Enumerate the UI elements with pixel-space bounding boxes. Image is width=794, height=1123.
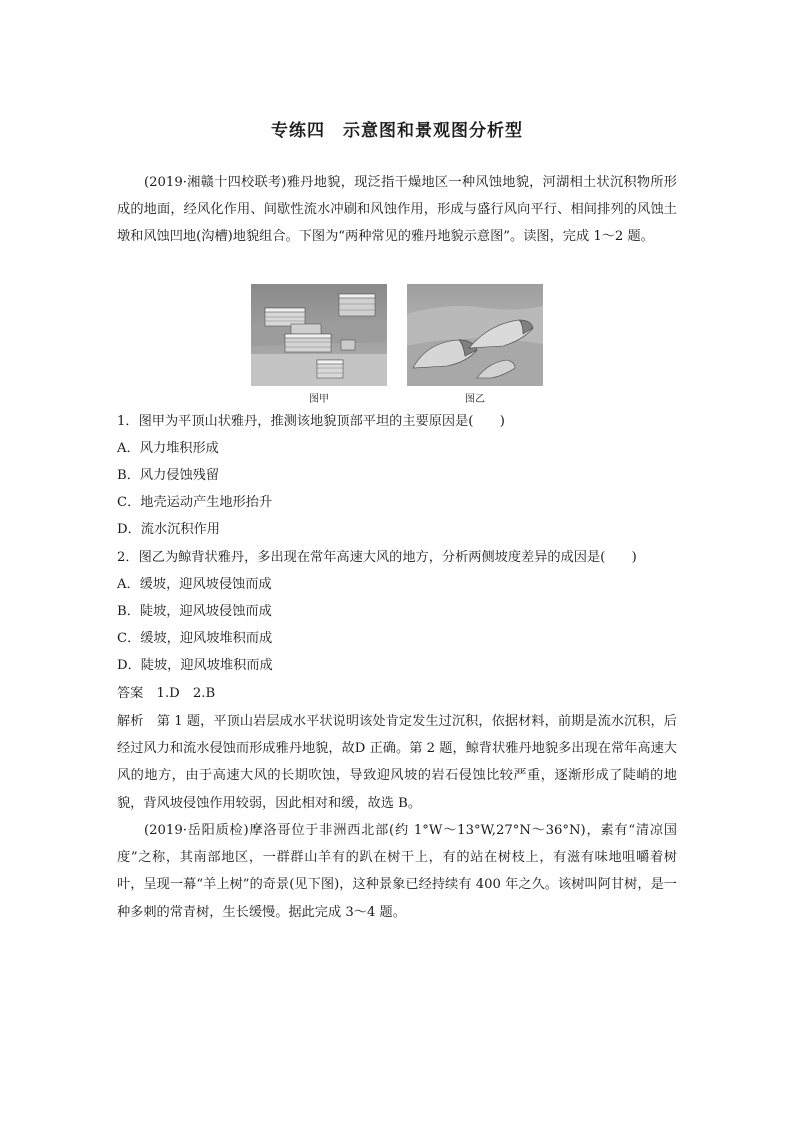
question-2-stem: 2．图乙为鲸背状雅丹，多出现在常年高速大风的地方，分析两侧坡度差异的成因是( )	[117, 550, 637, 565]
question-1-option-a: A．风力堆积形成	[117, 441, 219, 456]
whaleback-yardang-image	[407, 284, 543, 386]
flat-top-yardang-image	[251, 284, 387, 386]
question-2-option-b: B．陡坡，迎风坡侵蚀而成	[117, 604, 272, 619]
figure-a-caption: 图甲	[309, 394, 329, 405]
question-1-option-b: B．风力侵蚀残留	[117, 468, 220, 483]
question-2-option-c: C．缓坡，迎风坡堆积而成	[117, 631, 273, 646]
figure-b-caption: 图乙	[465, 394, 485, 405]
page-title: 专练四 示意图和景观图分析型	[271, 121, 523, 141]
question-1-option-c: C．地壳运动产生地形抬升	[117, 495, 273, 510]
question-2-option-d: D．陡坡，迎风坡堆积而成	[117, 658, 273, 673]
question-1-option-d: D．流水沉积作用	[117, 522, 220, 537]
intro-paragraph-2: (2019·岳阳质检)摩洛哥位于非洲西北部(约 1°W～13°W,27°N～36°N)，素有“清凉国度”之称，其南部地区，一群群山羊有的趴在树干上，有的站在树枝上，有滋有味地咀嚼着树叶，呈现一幕“羊上树”的奇景(见下图)，这种景象已经持续有 400 年之久。该树叫阿甘树，是一种多刺的常青树，生长缓慢。据此完成 3～4 题。	[117, 823, 677, 920]
question-2-option-a: A．缓坡，迎风坡侵蚀而成	[117, 577, 272, 592]
answer-line: 答案 1.D 2.B	[117, 686, 216, 701]
intro-paragraph: (2019·湘赣十四校联考)雅丹地貌，现泛指干燥地区一种风蚀地貌，河湖相土状沉积物所形成的地面，经风化作用、间歇性流水冲刷和风蚀作用，形成与盛行风向平行、相间排列的风蚀土墩和风蚀凹地(沟槽)地貌组合。下图为“两种常见的雅丹地貌示意图”。读图，完成 1～2 题。	[117, 175, 677, 245]
question-1-stem: 1．图甲为平顶山状雅丹，推测该地貌顶部平坦的主要原因是( )	[117, 414, 505, 429]
figure-b	[407, 284, 543, 405]
analysis-paragraph: 解析 第 1 题，平顶山岩层成水平状说明该处肯定发生过沉积，依据材料，前期是流水沉积，后经过风力和流水侵蚀而形成雅丹地貌，故D 正确。第 2 题，鲸背状雅丹地貌多出现在常年高速大风的地方，由于高速大风的长期吹蚀，导致迎风坡的岩石侵蚀比较严重，逐渐形成了陡峭的地貌，背风坡侵蚀作用较弱，因此相对和缓，故选 B。	[117, 714, 677, 811]
figure-a	[251, 284, 387, 405]
